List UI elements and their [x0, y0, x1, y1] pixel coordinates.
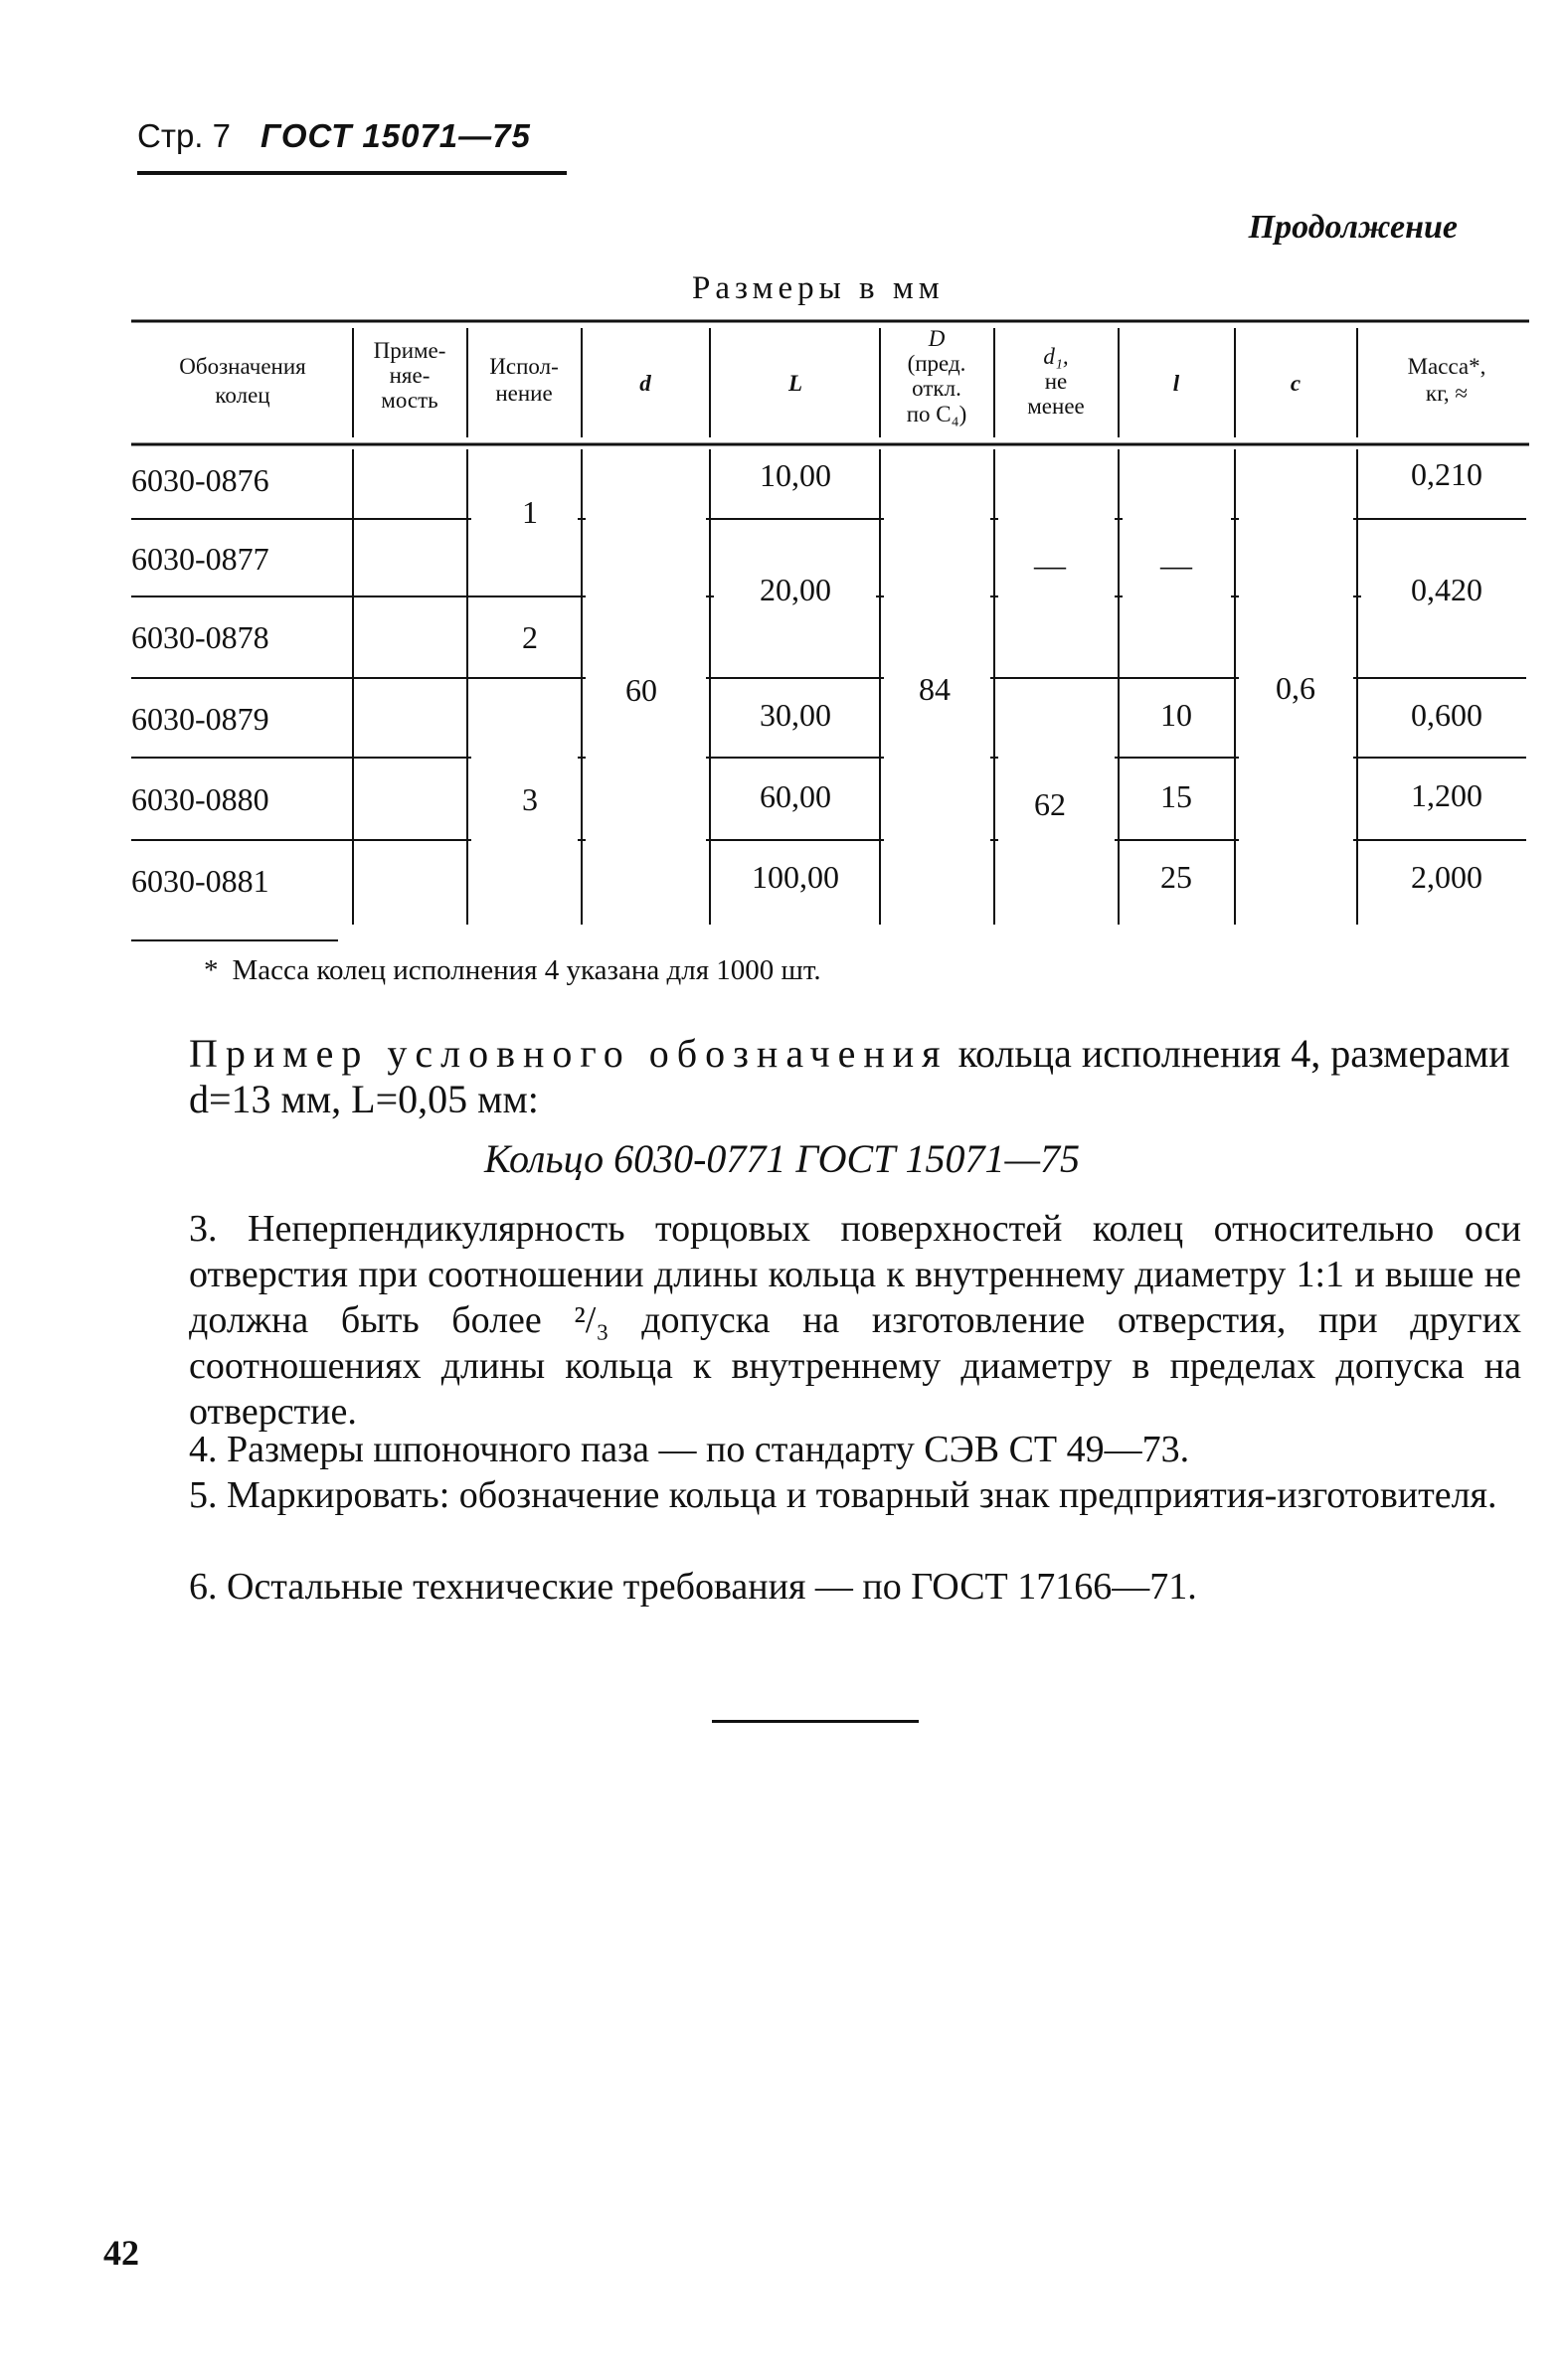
version-cell: 3 [522, 781, 538, 817]
d1-cell: — [1034, 547, 1066, 583]
dimensions-table [0, 0, 1564, 954]
example-spaced-label: Пример условного обозначения [189, 1031, 949, 1076]
header-D-1: D [928, 326, 946, 351]
continuation-label: Продолжение [1248, 209, 1458, 246]
header-version-2: нение [495, 381, 553, 406]
designation-cell: 6030-0877 [131, 541, 269, 577]
d1-cell: 62 [1034, 786, 1066, 822]
gost-number: ГОСТ 15071—75 [261, 117, 531, 154]
footnote-star: * [204, 954, 219, 986]
header-c: c [1290, 371, 1302, 396]
footnote-text: Масса колец исполнения 4 указана для 1000 шт. [232, 954, 821, 986]
mass-cell: 1,200 [1411, 777, 1482, 813]
header-applicability-2: няе- [389, 363, 431, 388]
c-cell: 0,6 [1276, 670, 1315, 706]
page-label: Стр. 7 [137, 117, 231, 154]
designation-cell: 6030-0876 [131, 462, 269, 498]
L-cell: 60,00 [760, 778, 831, 814]
designation-cell: 6030-0878 [131, 619, 269, 655]
designation-cell: 6030-0879 [131, 701, 269, 737]
header-version-1: Испол- [489, 354, 559, 379]
page-number: 42 [103, 2233, 139, 2273]
paragraph-6: 6. Остальные технические требования — по ГОСТ 17166—71. [189, 1566, 1197, 1608]
mass-cell: 0,600 [1411, 697, 1482, 733]
header-applicability-3: мость [381, 388, 438, 413]
designation-cell: 6030-0880 [131, 781, 269, 817]
header-D-4: по C₄) [906, 402, 967, 426]
paragraph-5: 5. Маркировать: обозначение кольца и товарный знак предприятия-изготовителя. [189, 1474, 1497, 1516]
d-cell: 60 [625, 672, 657, 708]
header-d1-2: не [1044, 369, 1068, 394]
header-L: L [787, 371, 803, 396]
l-cell: 25 [1160, 859, 1192, 895]
header-D-3: откл. [912, 376, 961, 401]
L-cell: 10,00 [760, 457, 831, 493]
L-cell: 20,00 [760, 572, 831, 607]
header-designation-2: колец [215, 383, 270, 408]
D-cell: 84 [919, 671, 951, 707]
designation-example: Кольцо 6030-0771 ГОСТ 15071—75 [483, 1136, 1081, 1181]
l-cell: 15 [1160, 778, 1192, 814]
version-cell: 2 [522, 619, 538, 655]
header-d1-1: d₁, [1043, 344, 1069, 369]
L-cell: 30,00 [760, 697, 831, 733]
closing-rule [712, 1720, 919, 1723]
l-cell: — [1160, 547, 1192, 583]
example-paragraph [189, 1031, 1521, 1122]
mass-cell: 0,420 [1411, 572, 1482, 607]
l-cell: 10 [1160, 697, 1192, 733]
header-d1-3: менее [1027, 394, 1085, 419]
header-applicability-1: Приме- [373, 338, 446, 363]
paragraph-4: 4. Размеры шпоночного паза — по стандарту СЭВ СТ 49—73. [189, 1429, 1190, 1470]
paragraph-3: 3. Неперпендикулярность торцовых поверхностей колец относительно оси отверстия при соотношении длины кольца к внутреннему диаметру 1:1 и выше не должна быть более ²/₃ допуска на изготовление отверстия, при других соотношениях длины кольца к внутреннему диаметру в пределах допуска на отверстие. [189, 1208, 1521, 1433]
table-footnote [204, 954, 821, 987]
version-cell: 1 [522, 494, 538, 530]
example-text: кольца исполнения 4, размерами d=13 мм, L=0,05 мм: [189, 1031, 1510, 1121]
header-designation-1: Обозначения [179, 354, 306, 379]
header-mass-1: Масса*, [1407, 354, 1486, 379]
mass-cell: 2,000 [1411, 859, 1482, 895]
units-caption: Размеры в мм [692, 270, 945, 306]
header-d: d [639, 371, 651, 396]
mass-cell: 0,210 [1411, 456, 1482, 492]
header-l: l [1172, 371, 1180, 396]
L-cell: 100,00 [752, 859, 839, 895]
header-D-2: (пред. [907, 351, 966, 376]
designation-cell: 6030-0881 [131, 863, 269, 899]
header-mass-2: кг, ≈ [1425, 381, 1469, 406]
